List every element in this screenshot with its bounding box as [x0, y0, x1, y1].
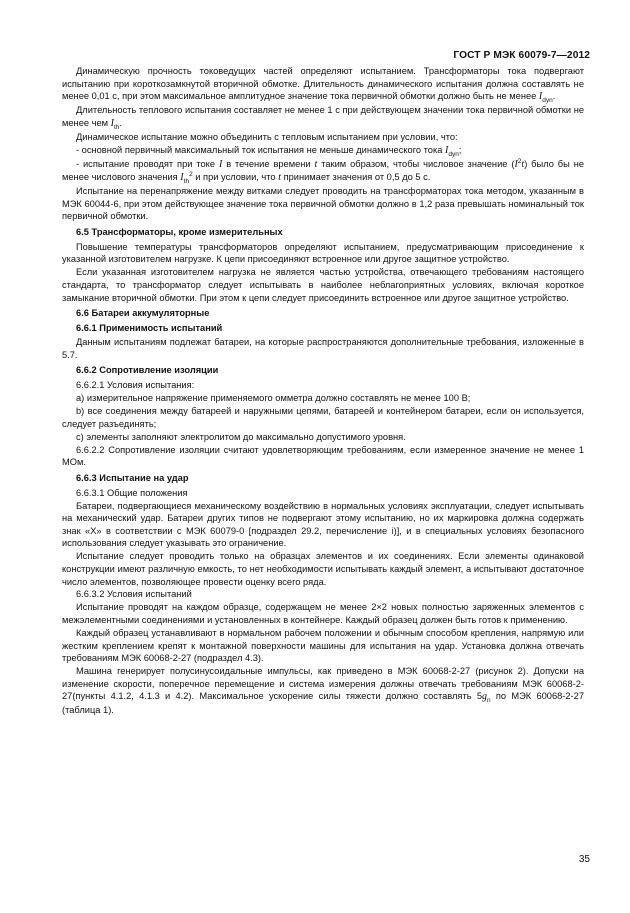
- paragraph: Динамическое испытание можно объединить с тепловым испытанием при условии, что:: [76, 131, 458, 142]
- paragraph: Батареи, подвергающиеся механическому воздействию в нормальных условиях эксплуатации, следует испытывать на механический удар. Батареи других типов не подвергают этому испытанию, но их маркировка должна содержать знак «Х» в соответствии с МЭК 60079-0 [подраздел 29.2, перечисление i)], и в специальных условиях безопасного использования следует указывать это ограничение.: [62, 500, 584, 549]
- paragraph: Длительность теплового испытания составляет не менее 1 с при действующем значении тока первичной обмотки не менее чем $I_{th}$.: [62, 105, 584, 131]
- paragraph: 6.6.3.1 Общие положения: [76, 487, 188, 498]
- paragraph: Повышение температуры трансформаторов определяют испытанием, предусматривающим присоединение к указанной изготовителем нагрузке. К цепи присоединяют встроенное или другое защитное устройство.: [62, 241, 584, 265]
- paragraph: Каждый образец устанавливают в нормальном рабочем положении и обычным способом крепления, напрямую или жестким креплением крепят к монтажной поверхности машины для испытания на удар. Установка должна отвечать требованиям МЭК 60068-2-27 (подраздел 4.3).: [62, 628, 584, 664]
- list-item: с) элементы заполняют электролитом до максимально допустимого уровня.: [76, 431, 406, 442]
- list-item: а) измерительное напряжение применяемого омметра должно составлять не менее 100 В;: [76, 393, 471, 404]
- list-item: - основной первичный максимальный ток испытания не меньше динамического тока $I_{dyn}$;: [76, 144, 462, 158]
- page-content: [62, 65, 584, 717]
- paragraph: Данным испытаниям подлежат батареи, на которые распространяются дополнительные требования, изложенные в 5.7.: [62, 337, 584, 360]
- paragraph: Испытание на перенапряжение между витками следует проводить на трансформаторах тока методом, указанным в МЭК 60044-6, при этом действующее значение тока первичной обмотки должно в 1,2 раза превышать номинальный ток первичной обмотки.: [62, 186, 584, 222]
- standard-header: ГОСТ Р МЭК 60079-7—2012: [453, 50, 590, 61]
- paragraph: Если указанная изготовителем нагрузка не является частью устройства, отвечающего требованиям настоящего стандарта, то трансформатор следует испытывать в наиболее неблагоприятных условиях, включая короткое замыкание вторичной обмотки. При этом к цепи следует присоединить встроенное или другое защитное устройство.: [62, 267, 584, 303]
- paragraph: 6.6.3.2 Условия испытаний: [76, 589, 192, 600]
- paragraph: 6.6.2.1 Условия испытания:: [76, 380, 195, 391]
- paragraph: 6.6.2.2 Сопротивление изоляции считают удовлетворяющим требованиям, если измеренное значение не менее 1 МОм.: [62, 444, 584, 468]
- paragraph: Динамическую прочность токоведущих частей определяют испытанием. Трансформаторы тока подвергают испытанию при короткозамкнутой вторичной обмотке. Длительность динамического испытания должна составлять не менее 0,01 с, при этом максимальное амплитудное значение тока первичной обмотки должно быть не менее $I_{dyn}$.: [62, 66, 584, 105]
- section-heading-6-6: 6.6 Батареи аккумуляторные: [76, 308, 210, 319]
- section-heading-6-6-1: 6.6.1 Применимость испытаний: [76, 323, 223, 333]
- page-number: 35: [578, 854, 590, 865]
- paragraph: Машина генерирует полусинусоидальные импульсы, как приведено в МЭК 60068-2-27 (рисунок 2). Допуски на изменение скорости, поперечное перемещение и система измерения должны отвечать требованиям МЭК 60068-2-27(пункты 4.1.2, 4.1.3 и 4.2). Максимальное ускорение силы тяжести должно составлять $5g_n$ по МЭК 60068-2-27 (таблица 1).: [62, 666, 584, 715]
- list-item: - испытание проводят при токе I в течение времени t таким образом, чтобы числовое значение $(I^2t)$ было бы не менее числового значения $I_{th}^2$ и при условии, что t принимает значения от 0,5 до 5 с.: [62, 157, 584, 186]
- section-heading-6-5: 6.5 Трансформаторы, кроме измерительных: [76, 226, 283, 237]
- paragraph: Испытание следует проводить только на образцах элементов и их соединениях. Если элементы одинаковой конструкции имеют различную емкость, то нет необходимости испытывать каждый элемент, а испытывают достаточное число элементов, позволяющее провести оценку всего ряда.: [62, 551, 584, 587]
- section-heading-6-6-3: 6.6.3 Испытание на удар: [76, 472, 189, 483]
- paragraph: Испытание проводят на каждом образце, содержащем не менее 2×2 новых полностью заряженных элементов с межэлементными соединениями и установленных в контейнере. Каждый образец должен быть готов к применению.: [62, 602, 584, 626]
- list-item: b) все соединения между батареей и наружными цепями, батареей и контейнером батареи, если он используется, следует разъединять;: [62, 406, 584, 429]
- section-heading-6-6-2: 6.6.2 Сопротивление изоляции: [76, 365, 219, 376]
